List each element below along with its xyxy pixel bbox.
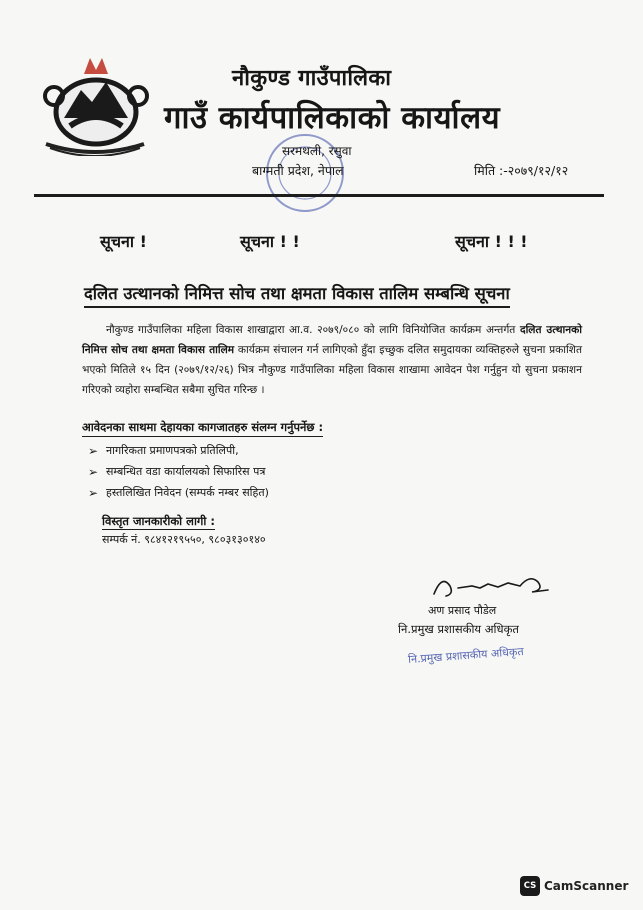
notice-label-2: सूचना ! ! [240,232,300,251]
address-line-1: सरमथली, रसुवा [282,144,352,158]
notice-subject: दलित उत्थानको निमित्त सोच तथा क्षमता विकास तालिम सम्बन्धि सूचना [84,281,510,308]
requirements-heading: आवेदनका साथमा देहायका कागजातहरु संलग्न गर्नुपर्नेछ : [82,420,323,437]
arrow-bullet-icon: ➢ [88,443,99,458]
more-info-heading: विस्तृत जानकारीको लागी : [102,514,215,528]
requirement-text: नागरिकता प्रमाणपत्रको प्रतिलिपी, [106,444,239,457]
camscanner-watermark [520,876,628,896]
camscanner-name: CamScanner [544,879,629,893]
notice-label-3: सूचना ! ! ! [455,232,528,251]
requirement-text: सम्बन्धित वडा कार्यालयको सिफारिस पत्र [106,465,266,478]
notice-body [82,320,582,400]
camscanner-logo-icon: CS [520,876,540,896]
signatory-name: अण प्रसाद पौडेल [428,604,497,617]
office-name: नौकुण्ड गाउँपालिका [232,66,392,91]
arrow-bullet-icon: ➢ [88,464,99,479]
signature-icon [428,568,558,604]
body-lead: नौकुण्ड गाउँपालिका महिला विकास शाखाद्वारा आ.व. २०७९/०८० को लागि विनियोजित कार्यक्रम अन्तर्गत [106,324,516,336]
header-divider [34,194,604,197]
signatory-title: नि.प्रमुख प्रशासकीय अधिकृत [398,622,519,636]
contact-numbers: सम्पर्क नं. ९८४१२१९५५०, ९८०३१३०१४० [102,533,266,546]
body-rest: कार्यक्रम संचालन गर्न लागिएको हुँदा इच्छुक दलित समुदायका व्यक्तिहरुले सुचना प्रकाशित भएको मितिले १५ दिन (२०७९/१२/२६) भित्र नौकुण्ड गाउँपालिका महिला विकास शाखामा आवेदन पेश गर्नुहुन यो सुचना प्रकाशन गरिएको व्यहोरा सम्बन्धित सबैमा सुचित गरिन्छ । [82,344,583,396]
office-title: गाउँ कार्यपालिकाको कार्यालय [164,100,501,136]
requirements-list [88,440,269,503]
arrow-bullet-icon: ➢ [88,485,99,500]
list-item [88,440,269,461]
address-line-2: बाग्मती प्रदेश, नेपाल [252,163,344,178]
body-program-name: दलित उत्थानको निमित्त सोच तथा क्षमता विकास तालिम [82,324,582,356]
signatory-stamp: नि.प्रमुख प्रशासकीय अधिकृत [407,644,525,667]
list-item [88,482,269,503]
requirement-text: हस्तलिखित निवेदन (सम्पर्क नम्बर सहित) [106,486,269,499]
issue-date: मिति :-२०७९/१२/१२ [474,163,569,178]
list-item [88,461,269,482]
nepal-emblem-icon [36,56,154,156]
notice-label-1: सूचना ! [100,232,147,251]
